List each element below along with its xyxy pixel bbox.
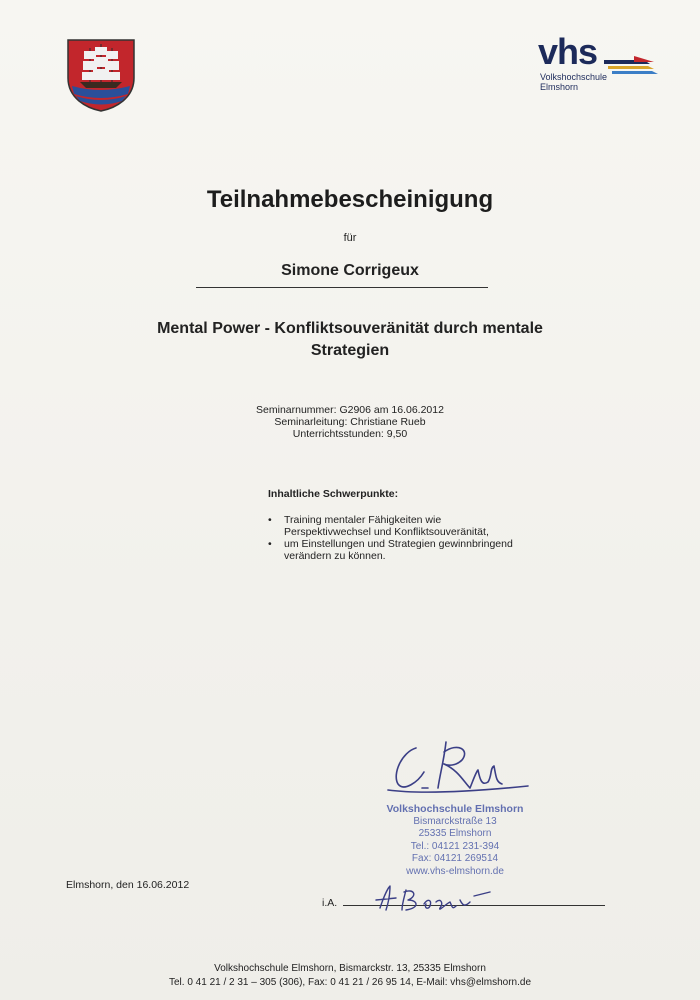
vhs-logo-subtitle: Volkshochschule Elmshorn	[540, 72, 608, 92]
ia-label: i.A.	[322, 897, 338, 909]
bullet-icon: •	[268, 538, 272, 550]
coat-of-arms-ship-icon	[66, 38, 136, 112]
seminar-number: Seminarnummer: G2906 am 16.06.2012	[256, 404, 444, 416]
vhs-logo-text: vhs	[538, 31, 598, 72]
footer-address: Volkshochschule Elmshorn, Bismarckstr. 13, 25335 Elmshorn Tel. 0 41 21 / 2 31 – 305 (306), Fax: 0 41 21 / 26 95 14, E-Mail: vhs@elmshorn.de	[168, 963, 532, 988]
list-item: • um Einstellungen und Strategien gewinnbringend verändern zu können.	[268, 538, 513, 562]
institution-stamp: Volkshochschule Elmshorn Bismarckstraße 13 25335 Elmshorn Tel.: 04121 231-394 Fax: 04121 269514 www.vhs-elmshorn.de	[386, 803, 524, 877]
focus-heading: Inhaltliche Schwerpunkte:	[268, 488, 399, 500]
for-label: für	[343, 232, 357, 244]
list-item: • Training mentaler Fähigkeiten wie Perspektivwechsel und Konfliktsouveränität,	[268, 514, 489, 538]
seminar-info	[0, 404, 700, 440]
bullet-icon: •	[268, 514, 272, 526]
document-title: Teilnahmebescheinigung	[206, 186, 494, 213]
vhs-logo	[538, 31, 658, 94]
participant-name: Simone Corrigeux	[281, 262, 419, 279]
focus-list	[266, 514, 586, 562]
course-title: Mental Power - Konfliktsouveränität durch mentale Strategien	[157, 320, 543, 359]
seminar-lead: Seminarleitung: Christiane Rueb	[274, 416, 426, 428]
teaching-hours: Unterrichtsstunden: 9,50	[292, 428, 408, 440]
place-date: Elmshorn, den 16.06.2012	[66, 879, 190, 891]
vhs-logo-stripes-icon	[604, 56, 658, 76]
name-underline	[196, 287, 488, 288]
signature-icon	[366, 882, 496, 914]
signature-icon	[378, 730, 548, 800]
